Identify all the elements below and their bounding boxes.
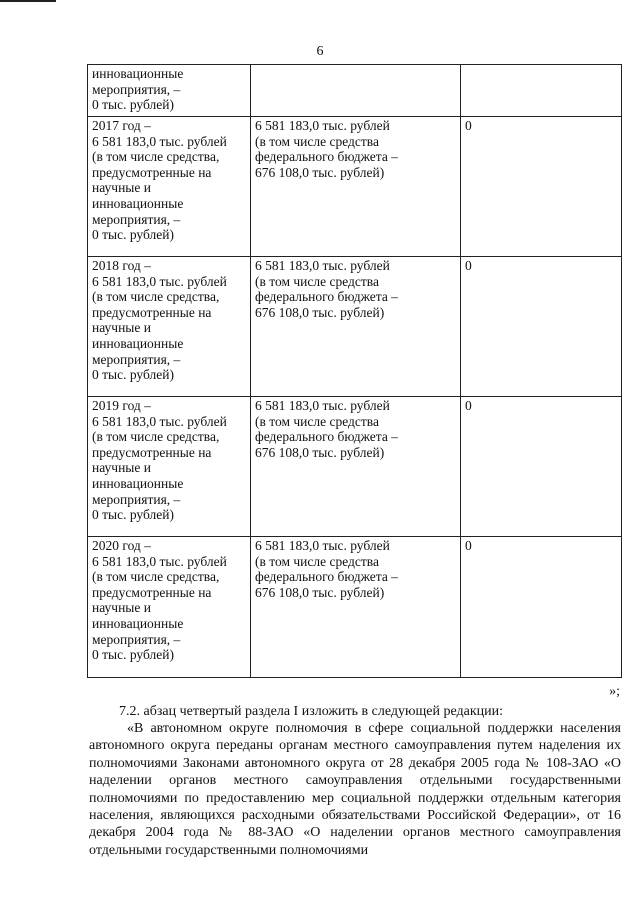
table-cell-extra: 0 (461, 257, 622, 397)
table-cell-extra: 0 (461, 397, 622, 537)
table-cell-total: 6 581 183,0 тыс. рублей (в том числе средства федерального бюджета – 676 108,0 тыс. рублей) (251, 117, 461, 257)
table-row (88, 117, 622, 257)
table-cell-total: 6 581 183,0 тыс. рублей (в том числе средства федерального бюджета – 676 108,0 тыс. рублей) (251, 397, 461, 537)
budget-table (87, 64, 622, 678)
table-row (88, 257, 622, 397)
table-cell-year: 2017 год – 6 581 183,0 тыс. рублей (в том числе средства, предусмотренные на научные и инновационные мероприятия, – 0 тыс. рублей) (88, 117, 251, 257)
paragraph-amendment-heading: 7.2. абзац четвертый раздела I изложить в следующей редакции: (119, 704, 503, 719)
table-cell-year: 2019 год – 6 581 183,0 тыс. рублей (в том числе средства, предусмотренные на научные и инновационные мероприятия, – 0 тыс. рублей) (88, 397, 251, 537)
table-cell-total: 6 581 183,0 тыс. рублей (в том числе средства федерального бюджета – 676 108,0 тыс. рублей) (251, 257, 461, 397)
table-row (88, 397, 622, 537)
closing-quote-mark: »; (609, 684, 620, 699)
paragraph-amendment-body: «В автономном округе полномочия в сфере социальной поддержки населения автономного округа переданы органам местного самоуправления путем наделения их полномочиями Законами автономного округа от 28 декабря 2005 года № 108-ЗАО «О наделении органов местного самоуправления отдельными государственными полномочиями по предоставлению мер социальной поддержки отдельным категория населения, являющихся расходными обязательствами Российской Федерации», от 16 декабря 2004 года № 88-ЗАО «О наделении органов местного самоуправления отдельными государственными полномочиями (89, 721, 621, 858)
table-cell-year: 2020 год – 6 581 183,0 тыс. рублей (в том числе средства, предусмотренные на научные и инновационные мероприятия, – 0 тыс. рублей) (88, 537, 251, 678)
table-cell-extra: 0 (461, 537, 622, 678)
table-cell-extra: 0 (461, 117, 622, 257)
table-row (88, 65, 622, 117)
table-row (88, 537, 622, 678)
table-cell-total (251, 65, 461, 117)
table-cell-extra (461, 65, 622, 117)
table-cell-year: 2018 год – 6 581 183,0 тыс. рублей (в том числе средства, предусмотренные на научные и инновационные мероприятия, – 0 тыс. рублей) (88, 257, 251, 397)
page-number: 6 (316, 44, 324, 59)
header-rule (0, 0, 56, 2)
table-cell-year: инновационные мероприятия, – 0 тыс. рублей) (88, 65, 251, 117)
table-cell-total: 6 581 183,0 тыс. рублей (в том числе средства федерального бюджета – 676 108,0 тыс. рублей) (251, 537, 461, 678)
